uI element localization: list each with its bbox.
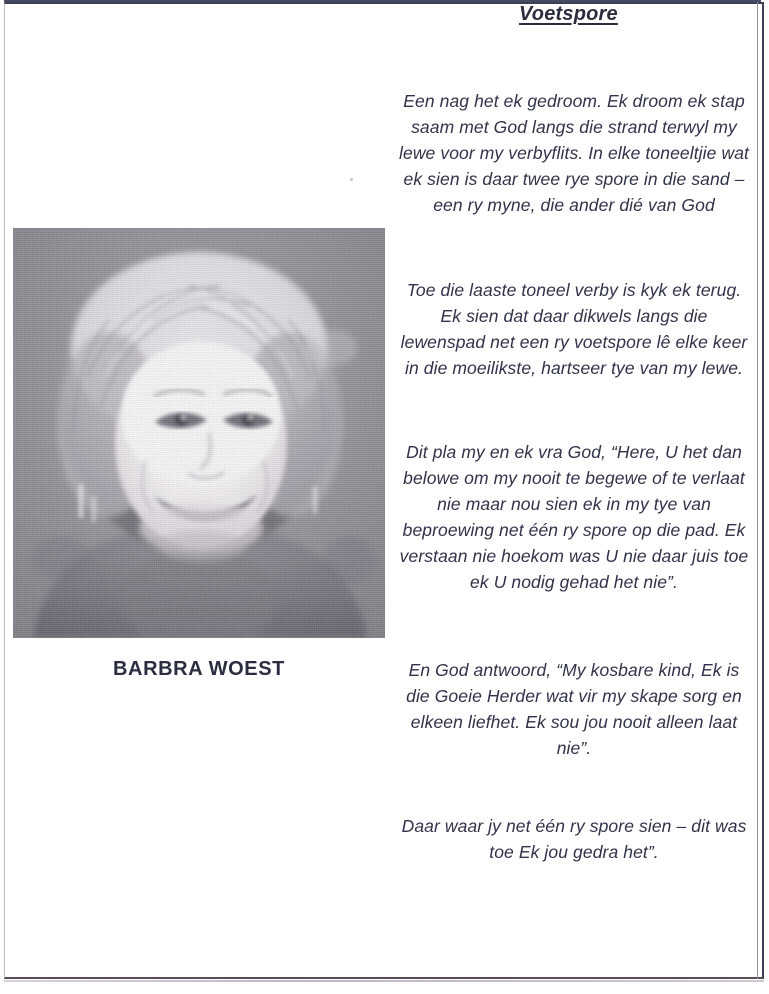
page-frame-inner-right-rule bbox=[757, 2, 758, 979]
page-title: Voetspore bbox=[519, 3, 618, 25]
poem-text-column bbox=[398, 88, 750, 865]
poem-paragraph-1: Een nag het ek gedroom. Ek droom ek stap saam met God langs die strand terwyl my lewe voor my verbyflits. In elke toneeltjie wat ek sien is daar twee rye spore in die sand – een ry myne, die ander dié van God bbox=[399, 91, 749, 215]
photo-caption-name: BARBRA WOEST bbox=[112, 658, 285, 680]
portrait-photo-block bbox=[13, 228, 385, 638]
portrait-photo bbox=[13, 228, 385, 638]
poem-paragraph-2: Toe die laaste toneel verby is kyk ek terug. Ek sien dat daar dikwels langs die lewenspad net een ry voetspore lê elke keer in die moeilikste, hartseer tye van my lewe. bbox=[400, 280, 748, 378]
scan-top-line bbox=[4, 0, 761, 2]
poem-paragraph-4: En God antwoord, “My kosbare kind, Ek is die Goeie Herder wat vir my skape sorg en elkeen liefhet. Ek sou jou nooit alleen laat nie”. bbox=[406, 660, 742, 758]
scan-speck bbox=[350, 178, 353, 181]
poem-paragraph-5: Daar waar jy net één ry spore sien – dit was toe Ek jou gedra het”. bbox=[401, 816, 747, 862]
portrait-photo-image bbox=[13, 228, 385, 638]
poem-paragraph-3: Dit pla my en ek vra God, “Here, U het dan belowe om my nooit te begewe of te verlaat nie maar nou sien ek in my tye van beproewing net één ry spore op die pad. Ek verstaan nie hoekom was U nie daar juis toe ek U nodig gehad het nie”. bbox=[399, 442, 749, 592]
page-frame-bottom-shadow bbox=[4, 980, 764, 982]
